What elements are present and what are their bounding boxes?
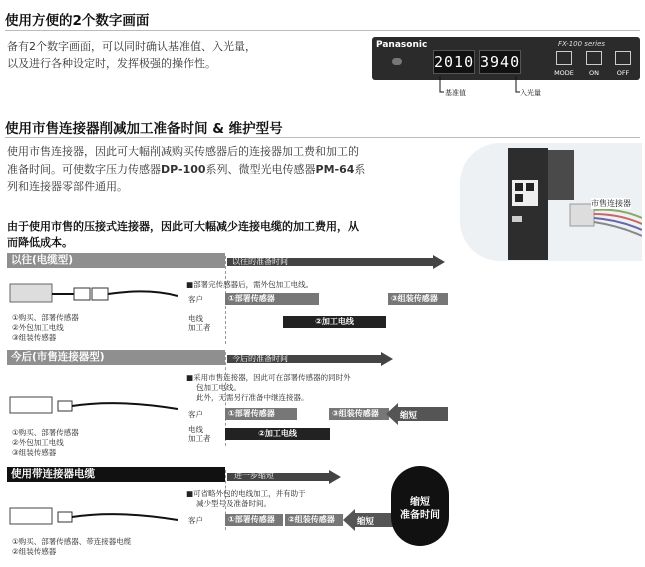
section2-line2c: 系 (354, 163, 366, 176)
brand-logo: Panasonic (376, 40, 428, 50)
reference-value-display: 2010 (433, 50, 475, 74)
cable-list-item-1: ①购买、部署传感器、带连接器电缆 (12, 537, 132, 546)
before-list-item-3: ③组装传感器 (12, 333, 57, 342)
section2-line2a: 准备时间。可使数字压力传感器 (7, 163, 161, 176)
callout-light-level: 入光量 (520, 89, 541, 97)
indicator-led (392, 58, 402, 65)
series-label: FX-100 series (558, 40, 606, 48)
cable-step2: ②组装传感器 (285, 514, 343, 526)
before-list-item-2: ②外包加工电线 (12, 323, 64, 332)
after-list-item-3: ③组装传感器 (12, 448, 57, 457)
before-note: ■部署完传感器后，需外包加工电线。 (186, 280, 314, 289)
before-header: 以往(电缆型) (7, 253, 225, 268)
after-step2: ②加工电线 (225, 428, 330, 440)
cable-customer-label: 客户 (188, 516, 203, 525)
off-label: OFF (616, 69, 630, 77)
cable-header: 使用带连接器电缆 (7, 467, 225, 482)
before-sensor-cable-image (8, 282, 178, 310)
cable-time-label: 进一步缩短 (234, 471, 274, 480)
before-customer-label: 客户 (188, 295, 203, 304)
cable-note-line1: ■可省略外包的电线加工，并有助于 (186, 489, 306, 498)
after-note-line1: ■采用市售连接器，因此可在部署传感器的同时外 (186, 373, 351, 382)
section2-line2b: 系列、微型光电传感器 (205, 163, 316, 176)
cable-shorten-label: 缩短 (357, 517, 375, 527)
after-header: 今后(市售连接器型) (7, 350, 225, 365)
model-pm64: PM-64 (315, 163, 355, 176)
mode-button (556, 51, 572, 65)
section1-title: 使用方便的2个数字画面 (5, 13, 150, 29)
after-list-item-2: ②外包加工电线 (12, 438, 64, 447)
before-cable-maker-label1: 电线 (188, 314, 203, 323)
cable-note-line2: 减少型号及准备时间。 (196, 499, 271, 508)
light-level-display: 3940 (479, 50, 521, 74)
section1-divider (5, 30, 640, 31)
sub-heading-line1: 由于使用市售的压接式连接器，因此可大幅减少连接电缆的加工费用，从 (7, 220, 359, 233)
after-list-item-1: ①购买、部署传感器 (12, 428, 79, 437)
sub-heading-line2: 而降低成本。 (7, 236, 73, 249)
after-customer-label: 客户 (188, 410, 203, 419)
before-step1: ①部署传感器 (225, 293, 319, 305)
cable-sensor-image (8, 504, 178, 530)
on-label: ON (589, 69, 599, 77)
section1-line2: 以及进行各种设定时，发挥极强的操作性。 (7, 57, 216, 70)
after-sensor-connector-image (8, 393, 178, 421)
section1-line1: 备有2个数字画面，可以同时确认基准值、入光量， (7, 40, 256, 53)
after-shorten-label: 缩短 (400, 411, 418, 421)
cable-list-item-2: ②组装传感器 (12, 547, 57, 556)
sensor-display-panel (372, 37, 640, 80)
section2-line2 (7, 161, 365, 178)
section2-line3: 列和连接器零部件通用。 (7, 180, 128, 193)
after-step1: ①部署传感器 (225, 408, 297, 420)
before-time-label: 以往的准备时间 (232, 257, 288, 266)
section2-divider (5, 137, 640, 138)
section2-title: 使用市售连接器削减加工准备时间 & 维护型号 (5, 121, 283, 137)
badge-line1: 缩短 (410, 497, 430, 508)
mode-label: MODE (554, 69, 574, 77)
after-cable-maker-label2: 加工者 (188, 434, 211, 443)
cable-step1: ①部署传感器 (225, 514, 283, 526)
after-note-line2: 包加工电线。 (196, 383, 241, 392)
photo-label: 市售连接器 (591, 199, 631, 208)
after-step3: ③组装传感器 (329, 408, 389, 420)
section2-line1: 使用市售连接器，因此可大幅削减购买传感器后的连接器加工费和加工的 (7, 145, 359, 158)
callout-reference-value: 基准值 (445, 89, 466, 97)
before-step2: ②加工电线 (283, 316, 386, 328)
on-button (586, 51, 602, 65)
model-dp100: DP-100 (161, 163, 206, 176)
before-list-item-1: ①购买、部署传感器 (12, 313, 79, 322)
before-cable-maker-label2: 加工者 (188, 323, 211, 332)
after-time-label: 今后的准备时间 (232, 354, 288, 363)
after-note-line3: 此外，无需另行准备中继连接器。 (196, 393, 309, 402)
after-cable-maker-label1: 电线 (188, 425, 203, 434)
off-button (615, 51, 631, 65)
badge-line2: 准备时间 (400, 510, 440, 521)
before-step3: ③组装传感器 (388, 293, 448, 305)
